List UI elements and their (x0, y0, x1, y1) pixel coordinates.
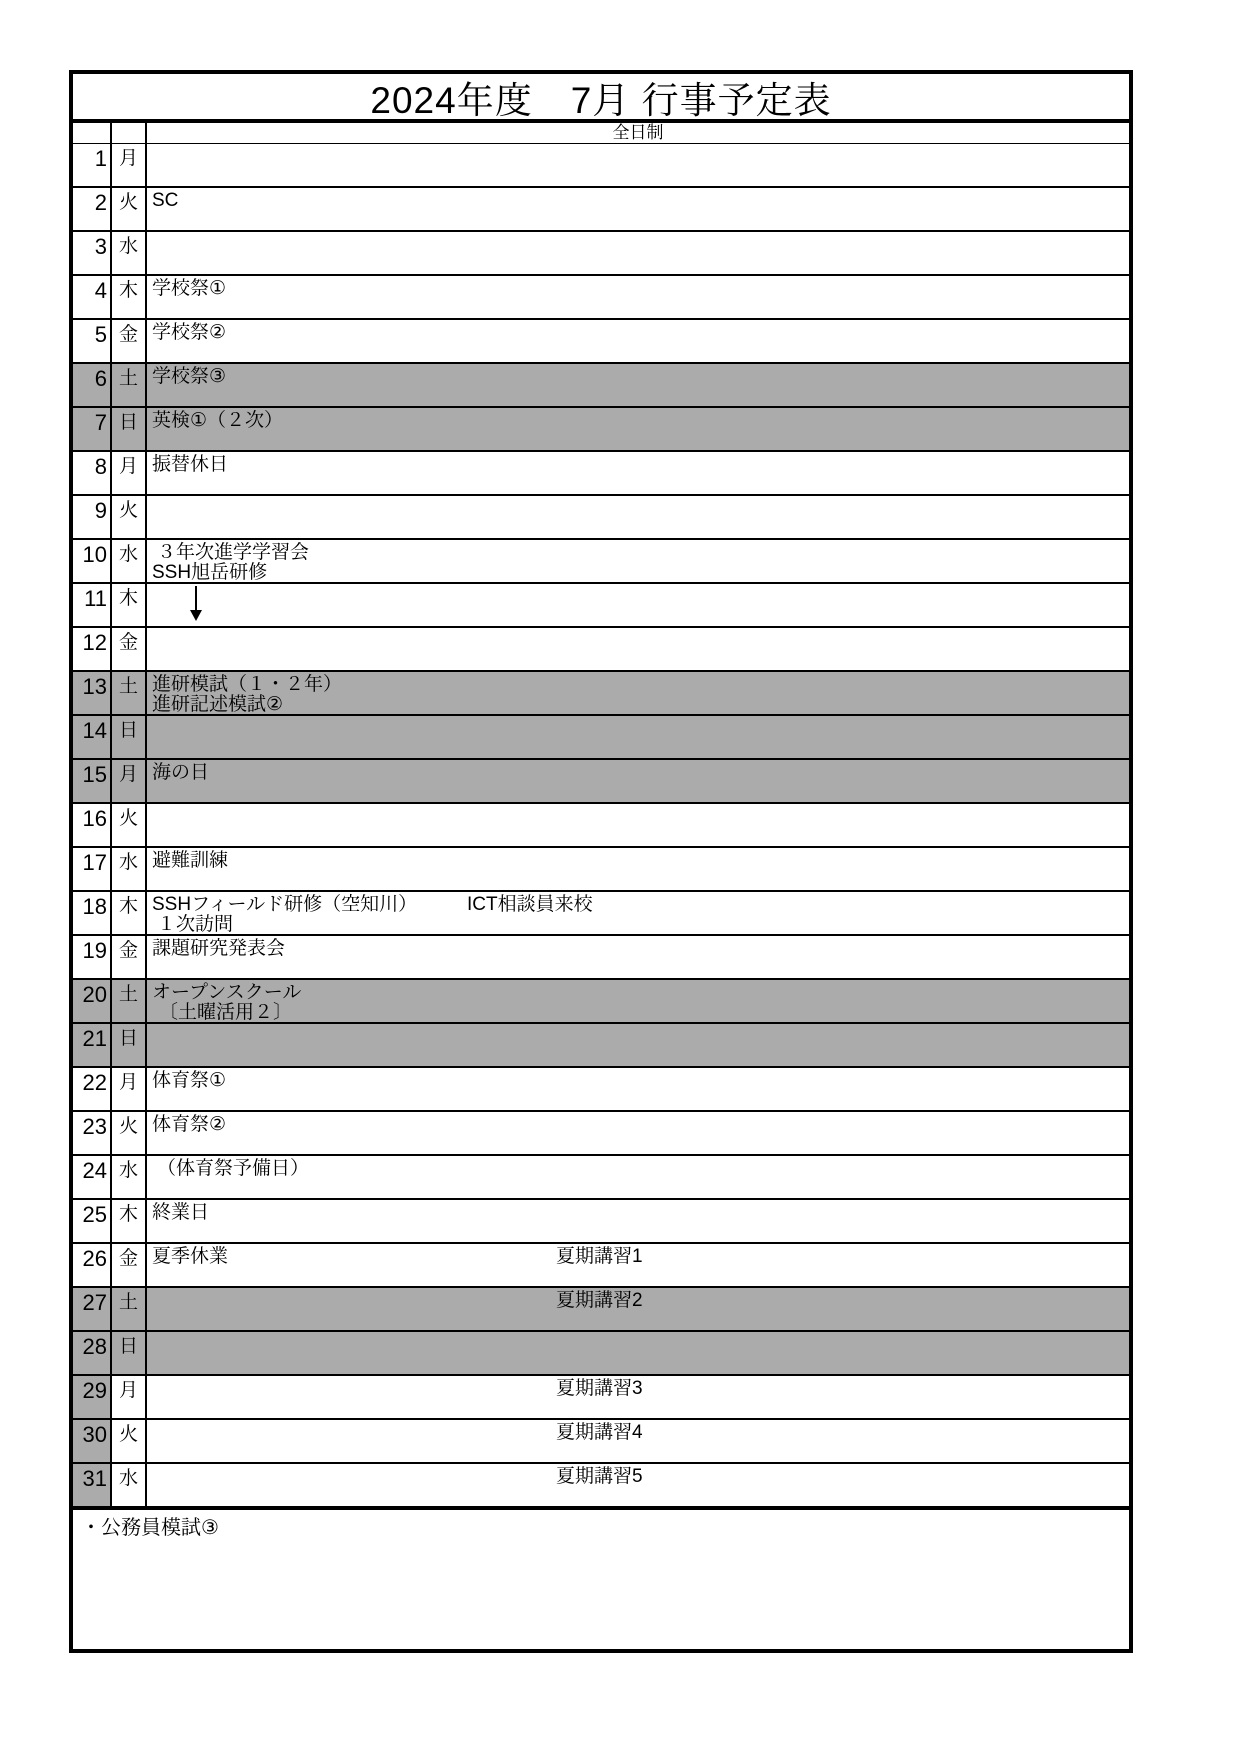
day-number: 23 (73, 1112, 112, 1154)
event-label: ICT相談員来校 (467, 894, 593, 915)
day-events-cell (147, 144, 1129, 186)
day-events-cell (147, 408, 1129, 450)
calendar-row-day-7 (73, 408, 1129, 452)
day-number: 10 (73, 540, 112, 582)
calendar-rows (73, 144, 1129, 1508)
calendar-row-day-11 (73, 584, 1129, 628)
event-label: SSHフィールド研修（空知川） (152, 894, 418, 915)
day-of-week: 火 (112, 188, 147, 230)
event-label: 夏期講習3 (556, 1378, 643, 1399)
continuation-down-arrow-icon (189, 586, 203, 622)
day-of-week: 月 (112, 452, 147, 494)
day-events-cell (147, 540, 1129, 582)
calendar-row-day-24 (73, 1156, 1129, 1200)
track-header-row (73, 123, 1129, 144)
calendar-row-day-9 (73, 496, 1129, 540)
calendar-row-day-27 (73, 1288, 1129, 1332)
day-number: 30 (73, 1420, 112, 1462)
day-number: 19 (73, 936, 112, 978)
day-events-cell (147, 980, 1129, 1022)
footer-note-box (73, 1508, 1129, 1649)
day-number: 24 (73, 1156, 112, 1198)
calendar-row-day-13 (73, 672, 1129, 716)
day-events-cell (147, 716, 1129, 758)
day-events-cell (147, 188, 1129, 230)
calendar-row-day-4 (73, 276, 1129, 320)
calendar-row-day-15 (73, 760, 1129, 804)
event-label: （体育祭予備日） (157, 1158, 310, 1179)
day-events-cell (147, 848, 1129, 890)
day-number: 15 (73, 760, 112, 802)
event-label: 海の日 (152, 762, 210, 783)
day-events-cell (147, 1332, 1129, 1374)
calendar-row-day-10 (73, 540, 1129, 584)
event-label: 学校祭① (152, 278, 227, 299)
event-label: 夏期講習5 (556, 1466, 643, 1487)
day-of-week: 火 (112, 496, 147, 538)
event-label: 英検①（２次） (152, 410, 284, 431)
day-of-week: 木 (112, 1200, 147, 1242)
day-of-week: 土 (112, 672, 147, 714)
day-of-week: 水 (112, 848, 147, 890)
day-number: 25 (73, 1200, 112, 1242)
day-events-cell (147, 1464, 1129, 1506)
day-of-week: 木 (112, 276, 147, 318)
day-events-cell (147, 364, 1129, 406)
calendar-row-day-17 (73, 848, 1129, 892)
day-number: 20 (73, 980, 112, 1022)
day-number: 22 (73, 1068, 112, 1110)
event-label: SSH旭岳研修 (152, 562, 268, 583)
event-label: ３年次進学学習会 (157, 542, 310, 563)
calendar-row-day-5 (73, 320, 1129, 364)
calendar-row-day-21 (73, 1024, 1129, 1068)
day-of-week: 日 (112, 408, 147, 450)
day-of-week: 月 (112, 1068, 147, 1110)
day-number: 6 (73, 364, 112, 406)
event-label: 振替休日 (152, 454, 229, 475)
day-of-week: 木 (112, 584, 147, 626)
day-number: 21 (73, 1024, 112, 1066)
event-label: 学校祭② (152, 322, 227, 343)
calendar-row-day-29 (73, 1376, 1129, 1420)
day-number: 8 (73, 452, 112, 494)
day-of-week: 水 (112, 1156, 147, 1198)
day-of-week: 火 (112, 1112, 147, 1154)
day-events-cell (147, 232, 1129, 274)
day-events-cell (147, 760, 1129, 802)
event-label: 〔土曜活用２〕 (159, 1002, 293, 1023)
calendar-row-day-3 (73, 232, 1129, 276)
day-number: 4 (73, 276, 112, 318)
day-events-cell (147, 1288, 1129, 1330)
track-header-day-of-week-cell (112, 123, 147, 143)
day-number: 3 (73, 232, 112, 274)
calendar-row-day-8 (73, 452, 1129, 496)
day-of-week: 日 (112, 1332, 147, 1374)
day-number: 7 (73, 408, 112, 450)
day-events-cell (147, 1024, 1129, 1066)
day-number: 13 (73, 672, 112, 714)
event-label: オープンスクール (152, 982, 302, 1003)
day-number: 12 (73, 628, 112, 670)
page-title: 2024年度 7月 行事予定表 (73, 74, 1129, 123)
day-of-week: 土 (112, 980, 147, 1022)
day-events-cell (147, 672, 1129, 714)
event-label: 体育祭① (152, 1070, 227, 1091)
day-events-cell (147, 1068, 1129, 1110)
day-number: 28 (73, 1332, 112, 1374)
calendar-row-day-14 (73, 716, 1129, 760)
day-events-cell (147, 1112, 1129, 1154)
event-label: 夏季休業 (152, 1246, 229, 1267)
day-events-cell (147, 276, 1129, 318)
calendar-row-day-23 (73, 1112, 1129, 1156)
day-number: 2 (73, 188, 112, 230)
day-number: 5 (73, 320, 112, 362)
day-of-week: 金 (112, 628, 147, 670)
calendar-row-day-6 (73, 364, 1129, 408)
day-of-week: 金 (112, 936, 147, 978)
day-number: 29 (73, 1376, 112, 1418)
event-label: 終業日 (152, 1202, 210, 1223)
calendar-row-day-12 (73, 628, 1129, 672)
event-label: 避難訓練 (152, 850, 229, 871)
day-events-cell (147, 1200, 1129, 1242)
calendar-row-day-25 (73, 1200, 1129, 1244)
event-label: 夏期講習1 (556, 1246, 643, 1267)
day-of-week: 土 (112, 364, 147, 406)
event-label: 課題研究発表会 (152, 938, 286, 959)
day-of-week: 金 (112, 320, 147, 362)
day-events-cell (147, 1376, 1129, 1418)
day-events-cell (147, 892, 1129, 934)
day-number: 14 (73, 716, 112, 758)
calendar-row-day-16 (73, 804, 1129, 848)
calendar-row-day-30 (73, 1420, 1129, 1464)
day-events-cell (147, 628, 1129, 670)
event-label: １次訪問 (157, 914, 234, 935)
day-events-cell (147, 320, 1129, 362)
event-label: 進研記述模試② (152, 694, 284, 715)
calendar-row-day-22 (73, 1068, 1129, 1112)
day-events-cell (147, 496, 1129, 538)
calendar-row-day-2 (73, 188, 1129, 232)
track-header-day-number-cell (73, 123, 112, 143)
event-label: 体育祭② (152, 1114, 227, 1135)
schedule-table (69, 70, 1133, 1653)
day-of-week: 月 (112, 144, 147, 186)
event-label: SC (152, 190, 179, 211)
event-label: 夏期講習4 (556, 1422, 643, 1443)
day-number: 17 (73, 848, 112, 890)
day-events-cell (147, 1244, 1129, 1286)
day-number: 27 (73, 1288, 112, 1330)
day-of-week: 金 (112, 1244, 147, 1286)
day-events-cell (147, 804, 1129, 846)
calendar-row-day-26 (73, 1244, 1129, 1288)
event-label: 進研模試（１・２年） (152, 674, 343, 695)
day-number: 31 (73, 1464, 112, 1506)
footer-note: ・公務員模試③ (81, 1517, 219, 1539)
day-events-cell (147, 1420, 1129, 1462)
calendar-row-day-31 (73, 1464, 1129, 1508)
day-of-week: 日 (112, 1024, 147, 1066)
day-of-week: 月 (112, 760, 147, 802)
day-number: 1 (73, 144, 112, 186)
day-number: 16 (73, 804, 112, 846)
event-label: 夏期講習2 (556, 1290, 643, 1311)
day-events-cell (147, 1156, 1129, 1198)
track-header-label: 全日制 (612, 123, 664, 142)
calendar-row-day-20 (73, 980, 1129, 1024)
calendar-row-day-18 (73, 892, 1129, 936)
day-of-week: 月 (112, 1376, 147, 1418)
event-label: 学校祭③ (152, 366, 227, 387)
day-events-cell (147, 452, 1129, 494)
calendar-row-day-19 (73, 936, 1129, 980)
day-of-week: 日 (112, 716, 147, 758)
day-of-week: 木 (112, 892, 147, 934)
day-events-cell (147, 584, 1129, 626)
day-of-week: 火 (112, 804, 147, 846)
day-of-week: 水 (112, 232, 147, 274)
day-of-week: 水 (112, 1464, 147, 1506)
calendar-row-day-1 (73, 144, 1129, 188)
day-events-cell (147, 936, 1129, 978)
day-number: 26 (73, 1244, 112, 1286)
day-number: 9 (73, 496, 112, 538)
day-number: 11 (73, 584, 112, 626)
day-of-week: 火 (112, 1420, 147, 1462)
calendar-row-day-28 (73, 1332, 1129, 1376)
day-of-week: 土 (112, 1288, 147, 1330)
day-number: 18 (73, 892, 112, 934)
day-of-week: 水 (112, 540, 147, 582)
